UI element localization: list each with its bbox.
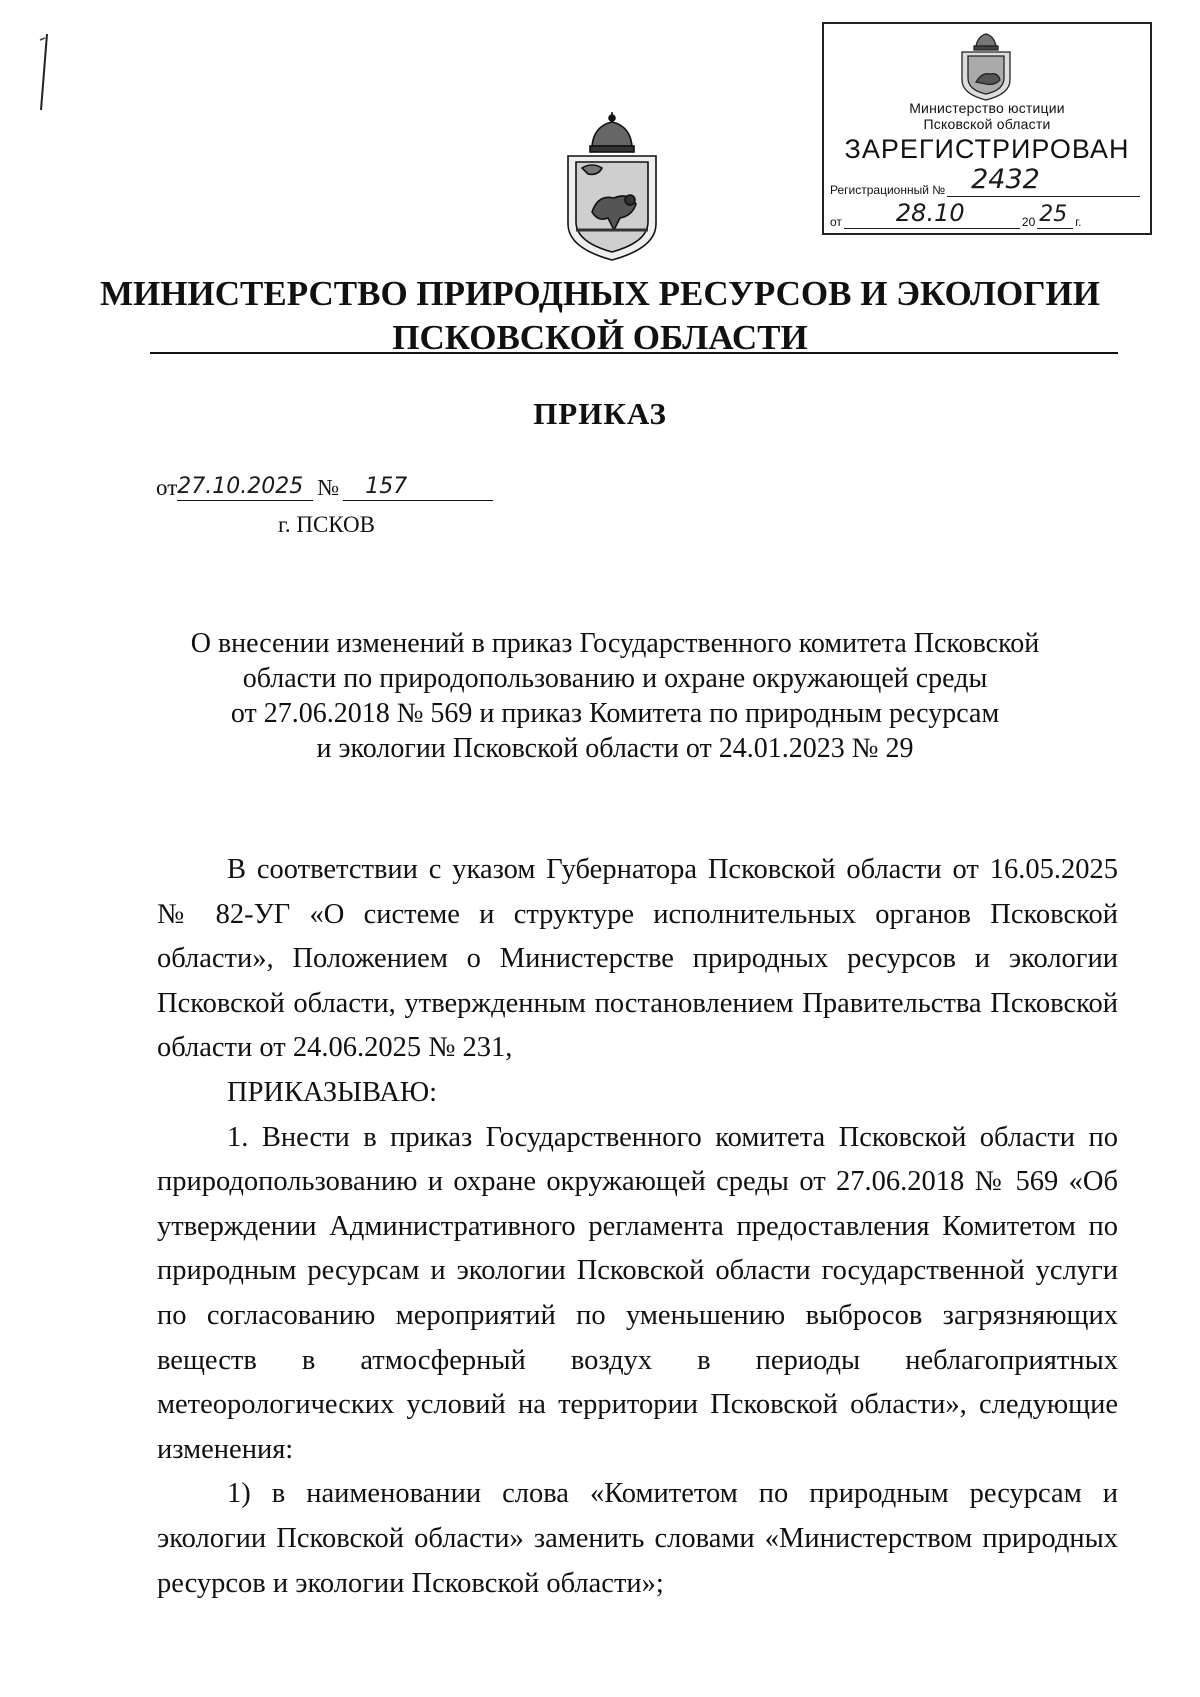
order-body: [157, 848, 1118, 1606]
title-divider: [150, 352, 1118, 354]
ministry-title-line2: ПСКОВСКОЙ ОБЛАСТИ: [392, 318, 808, 357]
order-date-field: [177, 474, 313, 501]
body-paragraph-2: 1. Внести в приказ Государственного комитета Псковской области по природопользованию и охране окружающей среды от 27.06.2018 № 569 «Об утверждении Административного регламента предоставления Комитетом по природным ресурсам и экологии Псковской области государственной услуги по согласованию мероприятий по уменьшению выбросов загрязняющих веществ в атмосферный воздух в периоды неблагоприятных метеорологических условий на территории Псковской области», следующие изменения:: [157, 1121, 1118, 1465]
order-number-field: [343, 474, 493, 501]
stamp-year-prefix: 20: [1021, 215, 1036, 229]
body-decree: ПРИКАЗЫВАЮ:: [227, 1076, 438, 1108]
order-subject: О внесении изменений в приказ Государственного комитета Псковской области по природопользованию и охране окружающей среды от 27.06.2018 № 569 и приказ Комитета по природным ресурсам и экологии Псковской области от 24.01.2023 № 29: [190, 628, 1040, 764]
stamp-status: ЗАРЕГИСТРИРОВАН: [844, 134, 1130, 164]
order-date: 27.10.2025: [177, 474, 304, 499]
stamp-year-end: г.: [1075, 215, 1082, 229]
stamp-year-suffix: 25: [1039, 202, 1068, 227]
order-city: г. ПСКОВ: [278, 512, 376, 537]
registration-stamp: [822, 22, 1152, 235]
body-paragraph-3: 1) в наименовании слова «Комитетом по природным ресурсам и экологии Псковской области» заменить словами «Министерством природных ресурсов и экологии Псковской области»;: [157, 1478, 1118, 1599]
stamp-date-label: от: [830, 215, 842, 229]
coat-of-arms-emblem: [558, 112, 666, 264]
order-date-number: [156, 474, 493, 501]
stamp-date-value: 28.10: [895, 199, 965, 227]
stamp-reg-field: [947, 164, 1140, 197]
stamp-registration-row: [830, 164, 1142, 197]
stamp-date-field: [844, 199, 1020, 229]
stamp-reg-number: 2432: [971, 164, 1040, 195]
document-type: ПРИКАЗ: [533, 396, 667, 431]
ministry-title: [0, 272, 1200, 360]
body-paragraph-1: В соответствии с указом Губернатора Псковской области от 16.05.2025 № 82-УГ «О системе и структуре исполнительных органов Псковской области», Положением о Министерстве природных ресурсов и экологии Псковской области, утвержденным постановлением Правительства Псковской области от 24.06.2025 № 231,: [157, 854, 1118, 1064]
stamp-date-row: [830, 199, 1142, 229]
ministry-title-line1: МИНИСТЕРСТВО ПРИРОДНЫХ РЕСУРСОВ И ЭКОЛОГИИ: [100, 274, 1100, 313]
stamp-year-field: [1037, 202, 1073, 229]
stamp-reg-label: Регистрационный №: [830, 183, 946, 197]
order-number-label: №: [317, 475, 340, 500]
order-number: 157: [365, 474, 408, 499]
stamp-organization: Министерство юстиции Псковской области: [909, 100, 1065, 132]
pen-mark: [38, 32, 50, 112]
stamp-emblem-icon: [954, 30, 1018, 102]
order-from-label: от: [156, 475, 178, 500]
